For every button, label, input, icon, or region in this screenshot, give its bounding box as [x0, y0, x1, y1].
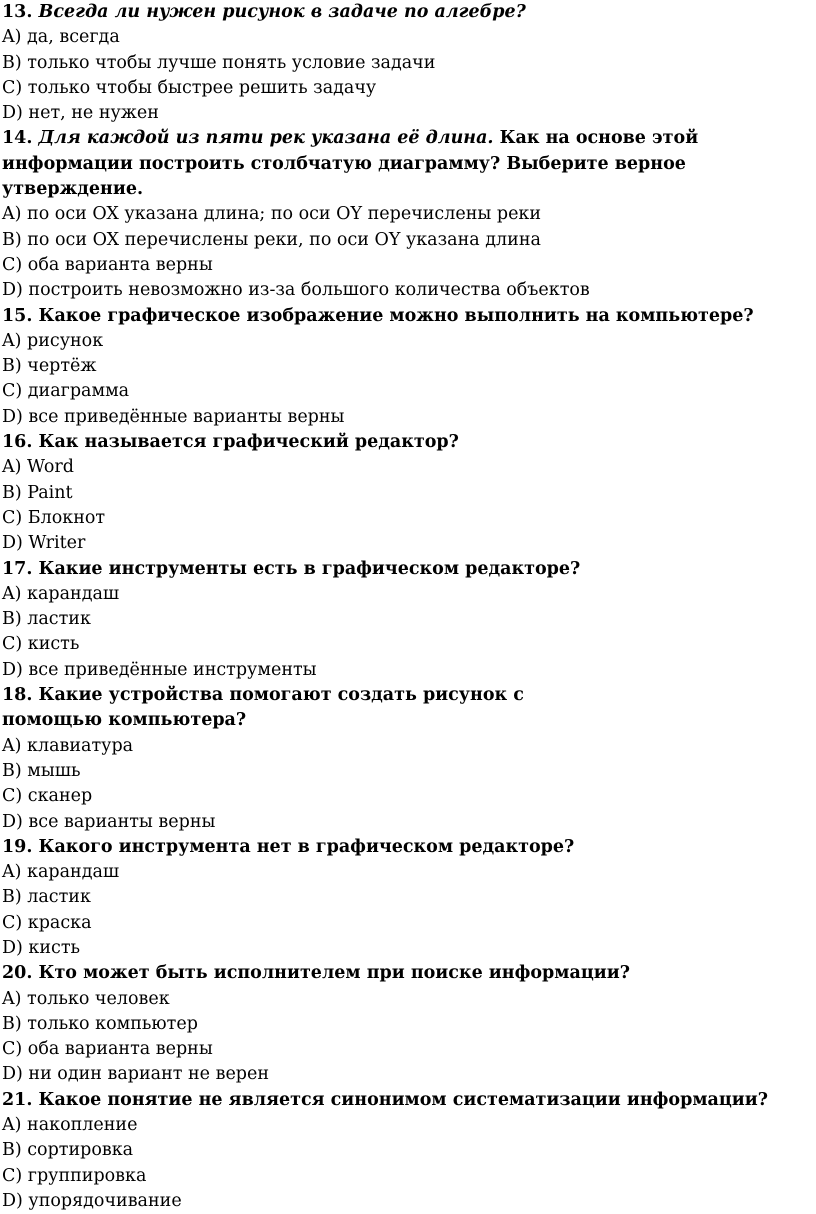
question-15 [0, 304, 816, 430]
question-number: 18. [2, 685, 33, 706]
answer-option-a: A) накопление [2, 1115, 138, 1136]
answer-option-c: C) краска [2, 912, 92, 933]
question-title [0, 1088, 792, 1113]
question-18 [0, 683, 816, 835]
answer-option-a: A) по оси OX указана длина; по оси OY перечислены реки [2, 204, 542, 225]
answer-option-a: A) клавиатура [2, 735, 134, 756]
question-13 [0, 0, 816, 126]
answer-option-a: A) только человек [2, 988, 170, 1009]
question-text-italic: Для каждой из пяти рек указана её длина. [38, 128, 494, 149]
question-14 [0, 126, 816, 303]
answer-option-a: A) рисунок [2, 330, 104, 351]
question-number: 21. [2, 1089, 33, 1110]
question-16 [0, 430, 816, 556]
question-text: Какое понятие не является синонимом систематизации информации? [38, 1089, 769, 1110]
question-number: 14. [2, 128, 33, 149]
answer-option-d: D) все приведённые инструменты [2, 659, 317, 680]
question-title [0, 0, 792, 25]
answer-option-d: D) упорядочивание [2, 1190, 182, 1211]
question-title [0, 304, 792, 329]
question-text: Как называется графический редактор? [38, 432, 459, 453]
answer-option-b: B) только компьютер [2, 1013, 198, 1034]
answer-option-b: B) мышь [2, 760, 81, 781]
question-title [0, 557, 792, 582]
question-number: 17. [2, 558, 33, 579]
answer-option-c: C) Блокнот [2, 507, 106, 528]
answer-option-b: B) только чтобы лучше понять условие задачи [2, 52, 436, 73]
question-text: Как на основе этой информации построить столбчатую диаграмму? Выберите верное утверждение. [2, 128, 699, 200]
question-number: 15. [2, 305, 33, 326]
answer-option-d: D) построить невозможно из-за большого количества объектов [2, 280, 590, 301]
answer-option-a: A) Word [2, 457, 74, 478]
question-number: 13. [2, 2, 33, 22]
question-text: Какого инструмента нет в графическом редакторе? [38, 836, 575, 857]
answer-option-a: A) карандаш [2, 862, 120, 883]
answer-option-b: B) по оси OX перечислены реки, по оси OY указана длина [2, 229, 541, 250]
answer-option-d: D) все варианты верны [2, 811, 216, 832]
answer-option-c: C) группировка [2, 1165, 147, 1186]
answer-option-c: C) оба варианта верны [2, 1039, 213, 1060]
answer-option-d: D) нет, не нужен [2, 103, 159, 124]
question-text: Всегда ли нужен рисунок в задаче по алгебре? [38, 2, 526, 22]
answer-option-b: B) сортировка [2, 1140, 134, 1161]
answer-option-d: D) кисть [2, 937, 81, 958]
question-number: 19. [2, 836, 33, 857]
question-text: Какие устройства помогают создать рисунок с помощью компьютера? [2, 685, 524, 731]
answer-option-c: C) диаграмма [2, 381, 130, 402]
question-title [0, 430, 792, 455]
answer-option-d: D) ни один вариант не верен [2, 1064, 270, 1085]
answer-option-d: D) Writer [2, 533, 86, 554]
answer-option-a: A) карандаш [2, 583, 120, 604]
answer-option-c: C) только чтобы быстрее решить задачу [2, 77, 377, 98]
answer-option-c: C) кисть [2, 634, 80, 655]
answer-option-b: B) Paint [2, 482, 73, 503]
answer-option-c: C) оба варианта верны [2, 254, 213, 275]
question-title [0, 683, 602, 734]
answer-option-a: A) да, всегда [2, 27, 120, 48]
question-title [0, 126, 792, 202]
question-19 [0, 835, 816, 961]
question-number: 20. [2, 963, 33, 984]
question-title [0, 835, 792, 860]
answer-option-d: D) все приведённые варианты верны [2, 406, 345, 427]
question-text: Какое графическое изображение можно выполнить на компьютере? [38, 305, 754, 326]
question-17 [0, 557, 816, 683]
answer-option-b: B) ластик [2, 609, 91, 630]
question-text: Кто может быть исполнителем при поиске информации? [38, 963, 630, 984]
question-number: 16. [2, 432, 33, 453]
question-title [0, 961, 792, 986]
question-21 [0, 1088, 816, 1214]
answer-option-c: C) сканер [2, 786, 93, 807]
answer-option-b: B) чертёж [2, 356, 97, 377]
answer-option-b: B) ластик [2, 887, 91, 908]
question-20 [0, 961, 816, 1087]
question-text: Какие инструменты есть в графическом редакторе? [38, 558, 581, 579]
